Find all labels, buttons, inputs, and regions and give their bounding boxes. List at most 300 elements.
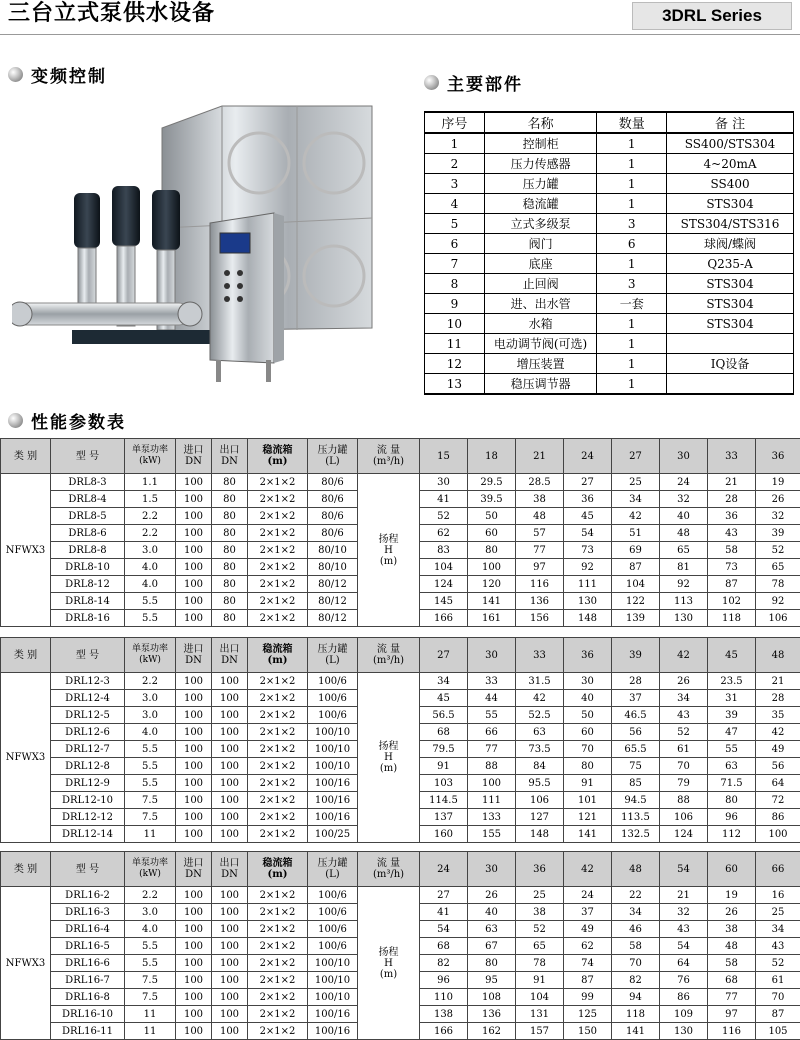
parts-header-qty: 数量 bbox=[597, 112, 667, 133]
header-flow-value: 36 bbox=[564, 638, 612, 673]
tank-cell: 2×1×2 bbox=[248, 826, 308, 843]
parts-name: 底座 bbox=[484, 254, 597, 274]
head-value-cell: 105 bbox=[756, 1023, 800, 1040]
head-value-cell: 110 bbox=[420, 989, 468, 1006]
inlet-cell: 100 bbox=[176, 809, 212, 826]
head-value-cell: 76 bbox=[660, 972, 708, 989]
head-value-cell: 46.5 bbox=[612, 707, 660, 724]
head-value-cell: 118 bbox=[708, 610, 756, 627]
inlet-cell: 100 bbox=[176, 491, 212, 508]
tank-cell: 2×1×2 bbox=[248, 938, 308, 955]
outlet-cell: 80 bbox=[212, 559, 248, 576]
parts-qty: 1 bbox=[597, 194, 667, 214]
head-value-cell: 32 bbox=[756, 508, 800, 525]
pressure-tank-cell: 100/10 bbox=[308, 758, 358, 775]
inlet-cell: 100 bbox=[176, 989, 212, 1006]
head-label-line: 扬程 bbox=[358, 947, 419, 958]
head-value-cell: 66 bbox=[468, 724, 516, 741]
head-value-cell: 94.5 bbox=[612, 792, 660, 809]
head-value-cell: 45 bbox=[564, 508, 612, 525]
power-cell: 5.5 bbox=[125, 775, 176, 792]
header-pipe bbox=[12, 302, 222, 344]
model-cell: DRL8-6 bbox=[51, 525, 125, 542]
model-cell: DRL12-3 bbox=[51, 673, 125, 690]
inlet-cell: 100 bbox=[176, 1006, 212, 1023]
inlet-cell: 100 bbox=[176, 525, 212, 542]
header-power bbox=[125, 852, 176, 887]
power-cell: 5.5 bbox=[125, 741, 176, 758]
model-cell: DRL16-6 bbox=[51, 955, 125, 972]
power-cell: 4.0 bbox=[125, 576, 176, 593]
head-value-cell: 148 bbox=[564, 610, 612, 627]
tank-cell: 2×1×2 bbox=[248, 707, 308, 724]
head-value-cell: 43 bbox=[660, 707, 708, 724]
head-value-cell: 95 bbox=[468, 972, 516, 989]
power-cell: 5.5 bbox=[125, 610, 176, 627]
head-value-cell: 34 bbox=[612, 904, 660, 921]
model-cell: DRL8-14 bbox=[51, 593, 125, 610]
header-line: 稳流箱 bbox=[248, 858, 307, 869]
parts-name: 立式多级泵 bbox=[484, 214, 597, 234]
parts-qty: 1 bbox=[597, 154, 667, 174]
head-value-cell: 122 bbox=[612, 593, 660, 610]
head-value-cell: 166 bbox=[420, 1023, 468, 1040]
head-value-cell: 55 bbox=[468, 707, 516, 724]
header-flow bbox=[358, 439, 420, 474]
head-value-cell: 130 bbox=[660, 1023, 708, 1040]
head-value-cell: 38 bbox=[516, 904, 564, 921]
power-cell: 3.0 bbox=[125, 542, 176, 559]
outlet-cell: 100 bbox=[212, 972, 248, 989]
header-flow-value: 42 bbox=[660, 638, 708, 673]
inlet-cell: 100 bbox=[176, 1023, 212, 1040]
tank-cell: 2×1×2 bbox=[248, 593, 308, 610]
parts-qty: 6 bbox=[597, 234, 667, 254]
inlet-cell: 100 bbox=[176, 826, 212, 843]
head-value-cell: 148 bbox=[516, 826, 564, 843]
model-cell: DRL12-4 bbox=[51, 690, 125, 707]
head-value-cell: 77 bbox=[516, 542, 564, 559]
power-cell: 11 bbox=[125, 1023, 176, 1040]
parts-note: STS304 bbox=[667, 314, 794, 334]
pressure-tank-cell: 80/10 bbox=[308, 559, 358, 576]
head-value-cell: 63 bbox=[516, 724, 564, 741]
head-value-cell: 166 bbox=[420, 610, 468, 627]
head-value-cell: 24 bbox=[564, 887, 612, 904]
header-flow-value: 21 bbox=[516, 439, 564, 474]
parts-note: SS400 bbox=[667, 174, 794, 194]
header-model: 型 号 bbox=[51, 852, 125, 887]
tank-cell: 2×1×2 bbox=[248, 1006, 308, 1023]
inlet-cell: 100 bbox=[176, 921, 212, 938]
header-flow-value: 30 bbox=[660, 439, 708, 474]
bullet-icon bbox=[8, 67, 23, 82]
pressure-tank-cell: 80/6 bbox=[308, 491, 358, 508]
header-line: 稳流箱 bbox=[248, 644, 307, 655]
head-value-cell: 114.5 bbox=[420, 792, 468, 809]
head-value-cell: 58 bbox=[708, 955, 756, 972]
header-flow-value: 24 bbox=[420, 852, 468, 887]
parts-name: 压力传感器 bbox=[484, 154, 597, 174]
head-value-cell: 92 bbox=[660, 576, 708, 593]
parts-index: 9 bbox=[425, 294, 485, 314]
outlet-cell: 80 bbox=[212, 542, 248, 559]
table-row bbox=[1, 673, 800, 690]
head-value-cell: 48 bbox=[708, 938, 756, 955]
header-flow-value: 27 bbox=[612, 439, 660, 474]
tank-cell: 2×1×2 bbox=[248, 724, 308, 741]
head-value-cell: 39 bbox=[708, 707, 756, 724]
head-value-cell: 19 bbox=[708, 887, 756, 904]
head-value-cell: 77 bbox=[468, 741, 516, 758]
head-value-cell: 75 bbox=[612, 758, 660, 775]
power-cell: 4.0 bbox=[125, 724, 176, 741]
parts-qty: 一套 bbox=[597, 294, 667, 314]
pressure-tank-cell: 100/16 bbox=[308, 809, 358, 826]
head-value-cell: 141 bbox=[468, 593, 516, 610]
power-cell: 1.1 bbox=[125, 474, 176, 491]
head-value-cell: 60 bbox=[564, 724, 612, 741]
parts-table bbox=[424, 111, 794, 395]
head-value-cell: 102 bbox=[708, 593, 756, 610]
header-flow-value: 36 bbox=[756, 439, 800, 474]
pressure-tank-cell: 80/6 bbox=[308, 508, 358, 525]
head-value-cell: 92 bbox=[564, 559, 612, 576]
power-cell: 5.5 bbox=[125, 938, 176, 955]
head-value-cell: 36 bbox=[564, 491, 612, 508]
inlet-cell: 100 bbox=[176, 690, 212, 707]
head-value-cell: 86 bbox=[756, 809, 800, 826]
head-value-cell: 43 bbox=[756, 938, 800, 955]
model-cell: DRL16-2 bbox=[51, 887, 125, 904]
head-value-cell: 47 bbox=[708, 724, 756, 741]
header-outlet bbox=[212, 638, 248, 673]
header-flow-value: 45 bbox=[708, 638, 756, 673]
pressure-tank-cell: 100/6 bbox=[308, 707, 358, 724]
head-value-cell: 100 bbox=[468, 775, 516, 792]
head-value-cell: 157 bbox=[516, 1023, 564, 1040]
header-tank bbox=[248, 439, 308, 474]
tank-cell: 2×1×2 bbox=[248, 904, 308, 921]
category-cell: NFWX3 bbox=[1, 673, 51, 843]
parts-qty: 3 bbox=[597, 214, 667, 234]
head-value-cell: 28 bbox=[612, 673, 660, 690]
head-value-cell: 113 bbox=[660, 593, 708, 610]
pressure-tank-cell: 100/10 bbox=[308, 972, 358, 989]
head-value-cell: 65.5 bbox=[612, 741, 660, 758]
header-inlet bbox=[176, 638, 212, 673]
outlet-cell: 80 bbox=[212, 593, 248, 610]
head-value-cell: 91 bbox=[516, 972, 564, 989]
header-flow-value: 54 bbox=[660, 852, 708, 887]
head-value-cell: 91 bbox=[420, 758, 468, 775]
head-value-cell: 25 bbox=[612, 474, 660, 491]
perf-table-drl12 bbox=[0, 637, 800, 843]
series-badge: 3DRL Series bbox=[632, 2, 792, 30]
pressure-tank-cell: 100/6 bbox=[308, 673, 358, 690]
tank-cell: 2×1×2 bbox=[248, 809, 308, 826]
model-cell: DRL8-10 bbox=[51, 559, 125, 576]
parts-row bbox=[425, 194, 794, 214]
head-value-cell: 87 bbox=[756, 1006, 800, 1023]
head-value-cell: 145 bbox=[420, 593, 468, 610]
head-value-cell: 132.5 bbox=[612, 826, 660, 843]
head-value-cell: 67 bbox=[468, 938, 516, 955]
head-value-cell: 94 bbox=[612, 989, 660, 1006]
parts-row bbox=[425, 133, 794, 154]
head-value-cell: 57 bbox=[516, 525, 564, 542]
head-value-cell: 40 bbox=[468, 904, 516, 921]
head-value-cell: 22 bbox=[612, 887, 660, 904]
head-value-cell: 127 bbox=[516, 809, 564, 826]
head-label-symbol: H bbox=[358, 752, 419, 763]
head-value-cell: 58 bbox=[612, 938, 660, 955]
header-flow-value: 39 bbox=[612, 638, 660, 673]
model-cell: DRL16-3 bbox=[51, 904, 125, 921]
parts-index: 6 bbox=[425, 234, 485, 254]
outlet-cell: 100 bbox=[212, 1006, 248, 1023]
power-cell: 5.5 bbox=[125, 758, 176, 775]
head-label-cell bbox=[358, 673, 420, 843]
parts-index: 3 bbox=[425, 174, 485, 194]
bullet-icon bbox=[424, 75, 439, 90]
header-unit: (kW) bbox=[125, 456, 175, 467]
tank-cell: 2×1×2 bbox=[248, 887, 308, 904]
head-value-cell: 138 bbox=[420, 1006, 468, 1023]
head-value-cell: 68 bbox=[420, 938, 468, 955]
head-value-cell: 27 bbox=[564, 474, 612, 491]
head-value-cell: 48 bbox=[660, 525, 708, 542]
head-value-cell: 26 bbox=[660, 673, 708, 690]
head-value-cell: 25 bbox=[756, 904, 800, 921]
head-value-cell: 31 bbox=[708, 690, 756, 707]
model-cell: DRL12-7 bbox=[51, 741, 125, 758]
tank-cell: 2×1×2 bbox=[248, 610, 308, 627]
header-flow-value: 33 bbox=[516, 638, 564, 673]
head-value-cell: 87 bbox=[612, 559, 660, 576]
section-perf-heading bbox=[8, 408, 126, 433]
parts-row bbox=[425, 154, 794, 174]
head-value-cell: 34 bbox=[420, 673, 468, 690]
head-value-cell: 150 bbox=[564, 1023, 612, 1040]
model-cell: DRL8-5 bbox=[51, 508, 125, 525]
parts-qty: 1 bbox=[597, 314, 667, 334]
header-tank bbox=[248, 638, 308, 673]
power-cell: 5.5 bbox=[125, 955, 176, 972]
header-line: 进口 bbox=[176, 858, 211, 869]
category-cell: NFWX3 bbox=[1, 887, 51, 1040]
inlet-cell: 100 bbox=[176, 673, 212, 690]
parts-note bbox=[667, 334, 794, 354]
inlet-cell: 100 bbox=[176, 758, 212, 775]
head-value-cell: 61 bbox=[660, 741, 708, 758]
power-cell: 2.2 bbox=[125, 673, 176, 690]
head-value-cell: 58 bbox=[708, 542, 756, 559]
pressure-tank-cell: 100/6 bbox=[308, 904, 358, 921]
power-cell: 7.5 bbox=[125, 989, 176, 1006]
header-flow-value: 36 bbox=[516, 852, 564, 887]
head-value-cell: 136 bbox=[516, 593, 564, 610]
head-value-cell: 73 bbox=[564, 542, 612, 559]
head-value-cell: 38 bbox=[516, 491, 564, 508]
head-label-cell bbox=[358, 474, 420, 627]
header-category: 类 别 bbox=[1, 852, 51, 887]
head-value-cell: 56 bbox=[756, 758, 800, 775]
pressure-tank-cell: 100/6 bbox=[308, 887, 358, 904]
head-value-cell: 81 bbox=[660, 559, 708, 576]
parts-name: 压力罐 bbox=[484, 174, 597, 194]
power-cell: 3.0 bbox=[125, 904, 176, 921]
header-tank bbox=[248, 852, 308, 887]
head-value-cell: 49 bbox=[564, 921, 612, 938]
head-value-cell: 100 bbox=[756, 826, 800, 843]
parts-note: 4~20mA bbox=[667, 154, 794, 174]
header-flow bbox=[358, 852, 420, 887]
head-value-cell: 21 bbox=[660, 887, 708, 904]
head-value-cell: 54 bbox=[420, 921, 468, 938]
head-value-cell: 161 bbox=[468, 610, 516, 627]
header-line: 出口 bbox=[212, 858, 247, 869]
header-unit: (m) bbox=[248, 869, 307, 880]
outlet-cell: 80 bbox=[212, 508, 248, 525]
header-line: 出口 bbox=[212, 644, 247, 655]
model-cell: DRL8-12 bbox=[51, 576, 125, 593]
parts-name: 电动调节阀(可选) bbox=[484, 334, 597, 354]
perf-header-row bbox=[1, 852, 800, 887]
head-value-cell: 39.5 bbox=[468, 491, 516, 508]
parts-row bbox=[425, 374, 794, 395]
tank-cell: 2×1×2 bbox=[248, 559, 308, 576]
power-cell: 7.5 bbox=[125, 792, 176, 809]
header-line: 单泵功率 bbox=[125, 644, 175, 655]
pressure-tank-cell: 80/12 bbox=[308, 610, 358, 627]
head-value-cell: 65 bbox=[660, 542, 708, 559]
category-cell: NFWX3 bbox=[1, 474, 51, 627]
section-parts-heading bbox=[424, 70, 523, 95]
head-value-cell: 43 bbox=[708, 525, 756, 542]
head-value-cell: 112 bbox=[708, 826, 756, 843]
head-value-cell: 88 bbox=[660, 792, 708, 809]
head-value-cell: 131 bbox=[516, 1006, 564, 1023]
header-line: 压力罐 bbox=[308, 644, 357, 655]
head-value-cell: 46 bbox=[612, 921, 660, 938]
head-value-cell: 160 bbox=[420, 826, 468, 843]
tank-cell: 2×1×2 bbox=[248, 491, 308, 508]
head-value-cell: 118 bbox=[612, 1006, 660, 1023]
head-label-symbol: H bbox=[358, 545, 419, 556]
header-outlet bbox=[212, 439, 248, 474]
head-value-cell: 25 bbox=[516, 887, 564, 904]
outlet-cell: 100 bbox=[212, 741, 248, 758]
power-cell: 1.5 bbox=[125, 491, 176, 508]
head-value-cell: 73 bbox=[708, 559, 756, 576]
head-value-cell: 43 bbox=[660, 921, 708, 938]
pressure-tank-cell: 100/10 bbox=[308, 741, 358, 758]
head-value-cell: 28 bbox=[756, 690, 800, 707]
model-cell: DRL8-16 bbox=[51, 610, 125, 627]
head-value-cell: 88 bbox=[468, 758, 516, 775]
outlet-cell: 100 bbox=[212, 1023, 248, 1040]
parts-qty: 1 bbox=[597, 254, 667, 274]
head-value-cell: 16 bbox=[756, 887, 800, 904]
head-value-cell: 103 bbox=[420, 775, 468, 792]
parts-index: 8 bbox=[425, 274, 485, 294]
head-value-cell: 54 bbox=[660, 938, 708, 955]
head-value-cell: 49 bbox=[756, 741, 800, 758]
outlet-cell: 100 bbox=[212, 887, 248, 904]
parts-row bbox=[425, 254, 794, 274]
head-value-cell: 28 bbox=[708, 491, 756, 508]
parts-note: STS304 bbox=[667, 194, 794, 214]
outlet-cell: 80 bbox=[212, 474, 248, 491]
parts-name: 止回阀 bbox=[484, 274, 597, 294]
header-pressure-tank bbox=[308, 439, 358, 474]
parts-note: 球阀/蝶阀 bbox=[667, 234, 794, 254]
head-value-cell: 21 bbox=[708, 474, 756, 491]
head-value-cell: 79.5 bbox=[420, 741, 468, 758]
head-value-cell: 137 bbox=[420, 809, 468, 826]
header-outlet bbox=[212, 852, 248, 887]
head-value-cell: 41 bbox=[420, 904, 468, 921]
bullet-icon bbox=[8, 413, 23, 428]
parts-note: STS304/STS316 bbox=[667, 214, 794, 234]
tank-cell: 2×1×2 bbox=[248, 690, 308, 707]
page-title: 三台立式泵供水设备 bbox=[8, 0, 215, 28]
parts-row bbox=[425, 314, 794, 334]
outlet-cell: 100 bbox=[212, 673, 248, 690]
parts-qty: 1 bbox=[597, 334, 667, 354]
head-value-cell: 130 bbox=[660, 610, 708, 627]
tank-cell: 2×1×2 bbox=[248, 955, 308, 972]
parts-note: STS304 bbox=[667, 294, 794, 314]
parts-header-note: 备 注 bbox=[667, 112, 794, 133]
power-cell: 3.0 bbox=[125, 707, 176, 724]
head-value-cell: 32 bbox=[660, 904, 708, 921]
head-value-cell: 80 bbox=[468, 542, 516, 559]
inlet-cell: 100 bbox=[176, 792, 212, 809]
header-pressure-tank bbox=[308, 852, 358, 887]
head-value-cell: 52 bbox=[516, 921, 564, 938]
head-value-cell: 109 bbox=[660, 1006, 708, 1023]
inlet-cell: 100 bbox=[176, 593, 212, 610]
head-value-cell: 33 bbox=[468, 673, 516, 690]
power-cell: 2.2 bbox=[125, 508, 176, 525]
head-value-cell: 30 bbox=[420, 474, 468, 491]
head-value-cell: 39 bbox=[756, 525, 800, 542]
outlet-cell: 100 bbox=[212, 955, 248, 972]
inlet-cell: 100 bbox=[176, 972, 212, 989]
model-cell: DRL12-12 bbox=[51, 809, 125, 826]
head-value-cell: 78 bbox=[756, 576, 800, 593]
head-value-cell: 68 bbox=[420, 724, 468, 741]
head-value-cell: 63 bbox=[468, 921, 516, 938]
header-flow-value: 15 bbox=[420, 439, 468, 474]
inlet-cell: 100 bbox=[176, 724, 212, 741]
power-cell: 3.0 bbox=[125, 690, 176, 707]
power-cell: 11 bbox=[125, 1006, 176, 1023]
outlet-cell: 80 bbox=[212, 610, 248, 627]
head-value-cell: 34 bbox=[612, 491, 660, 508]
parts-name: 水箱 bbox=[484, 314, 597, 334]
header-pressure-tank bbox=[308, 638, 358, 673]
head-value-cell: 44 bbox=[468, 690, 516, 707]
parts-index: 13 bbox=[425, 374, 485, 395]
parts-row bbox=[425, 174, 794, 194]
head-value-cell: 111 bbox=[564, 576, 612, 593]
inlet-cell: 100 bbox=[176, 474, 212, 491]
inlet-cell: 100 bbox=[176, 955, 212, 972]
inlet-cell: 100 bbox=[176, 904, 212, 921]
